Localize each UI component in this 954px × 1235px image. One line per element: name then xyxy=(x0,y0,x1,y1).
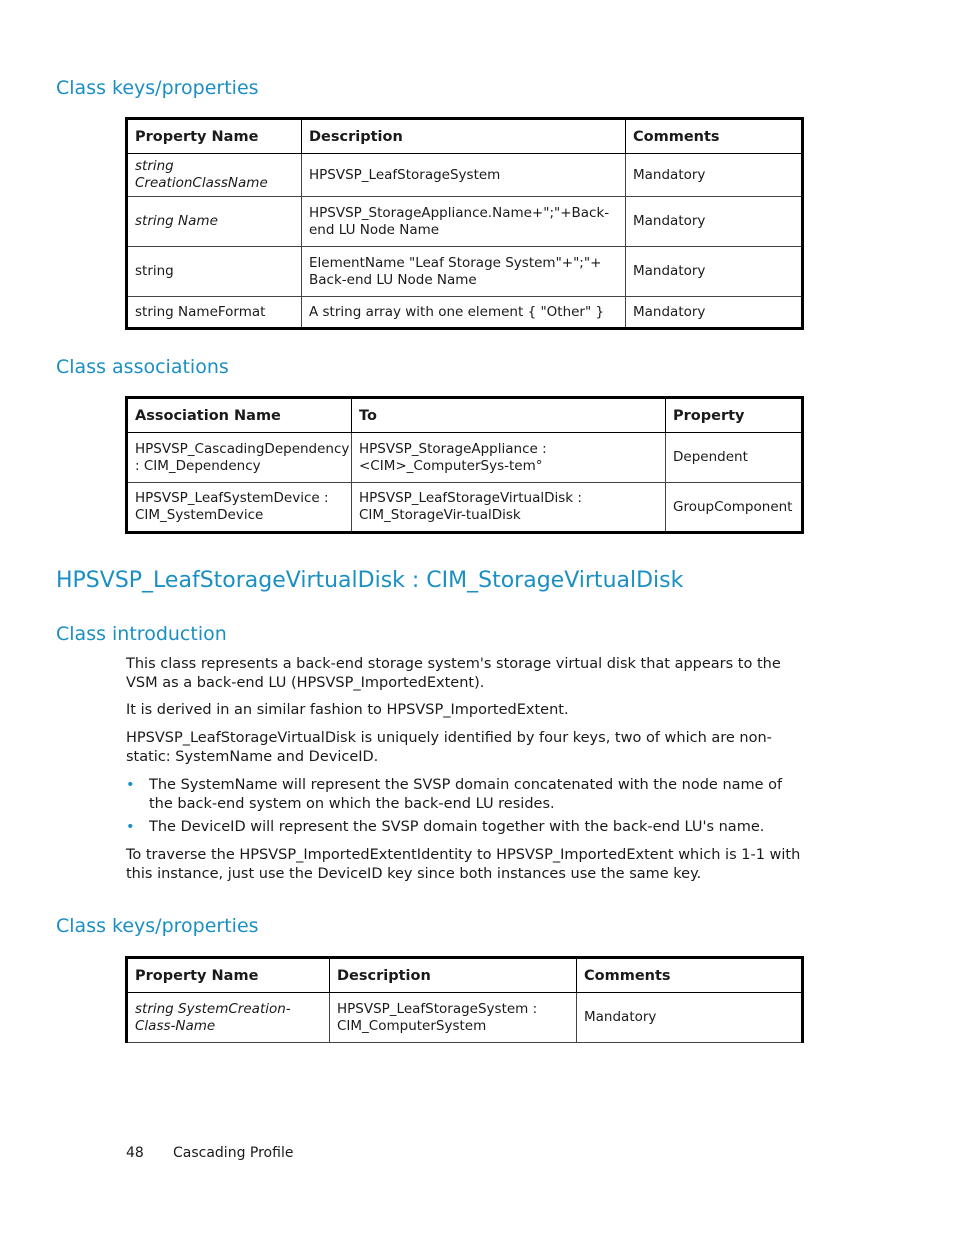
page-number: 48 xyxy=(126,1145,144,1161)
description-cell: HPSVSP_LeafStorageSystem : CIM_ComputerSystem xyxy=(330,993,577,1043)
table-row xyxy=(127,247,803,297)
column-header: Property Name xyxy=(127,958,330,993)
property-name-cell: string SystemCreation-Class-Name xyxy=(127,993,330,1043)
class-keys-table xyxy=(125,117,804,330)
class-title: HPSVSP_LeafStorageVirtualDisk : CIM_StorageVirtualDisk xyxy=(56,568,684,593)
description-cell: HPSVSP_LeafStorageSystem xyxy=(302,154,626,197)
description-cell: ElementName "Leaf Storage System"+";"+ Back-end LU Node Name xyxy=(302,247,626,297)
section-heading-class-keys-2: Class keys/properties xyxy=(56,915,259,937)
column-header: Property Name xyxy=(127,119,302,154)
property-name-cell: string Name xyxy=(127,197,302,247)
section-heading-class-associations: Class associations xyxy=(56,356,229,378)
section-heading-class-introduction: Class introduction xyxy=(56,623,227,645)
comments-cell: Mandatory xyxy=(626,247,803,297)
property-name-cell: string CreationClassName xyxy=(127,154,302,197)
description-cell: HPSVSP_StorageAppliance.Name+";"+Back-end LU Node Name xyxy=(302,197,626,247)
comments-cell: Mandatory xyxy=(626,197,803,247)
association-property-cell: GroupComponent xyxy=(666,483,803,533)
intro-paragraph: HPSVSP_LeafStorageVirtualDisk is uniquely identified by four keys, two of which are non-static: SystemName and DeviceID. xyxy=(126,730,772,765)
table-row xyxy=(127,433,803,483)
column-header: Description xyxy=(302,119,626,154)
column-header: Description xyxy=(330,958,577,993)
intro-paragraph: This class represents a back-end storage system's storage virtual disk that appears to the VSM as a back-end LU (HPSVSP_ImportedExtent). xyxy=(126,656,781,691)
table-header-row xyxy=(127,958,803,993)
table-row xyxy=(127,297,803,329)
intro-paragraph: It is derived in an similar fashion to HPSVSP_ImportedExtent. xyxy=(126,702,569,718)
column-header: Comments xyxy=(626,119,803,154)
list-item-text: The DeviceID will represent the SVSP domain together with the back-end LU's name. xyxy=(149,819,765,835)
property-name-cell: string NameFormat xyxy=(127,297,302,329)
description-cell: A string array with one element { "Other" } xyxy=(302,297,626,329)
comments-cell: Mandatory xyxy=(577,993,803,1043)
column-header: To xyxy=(352,398,666,433)
section-heading-class-keys: Class keys/properties xyxy=(56,77,259,99)
association-name-cell: HPSVSP_LeafSystemDevice : CIM_SystemDevice xyxy=(127,483,352,533)
comments-cell: Mandatory xyxy=(626,154,803,197)
comments-cell: Mandatory xyxy=(626,297,803,329)
bullet-icon: • xyxy=(126,777,135,793)
association-to-cell: HPSVSP_LeafStorageVirtualDisk : CIM_StorageVir-tualDisk xyxy=(352,483,666,533)
column-header: Association Name xyxy=(127,398,352,433)
bullet-icon: • xyxy=(126,819,135,835)
table-header-row xyxy=(127,398,803,433)
association-to-cell: HPSVSP_StorageAppliance : <CIM>_ComputerSys-tem° xyxy=(352,433,666,483)
table-row xyxy=(127,483,803,533)
intro-paragraph: To traverse the HPSVSP_ImportedExtentIdentity to HPSVSP_ImportedExtent which is 1-1 with this instance, just use the DeviceID key since both instances use the same key. xyxy=(126,847,801,882)
list-item-text: The SystemName will represent the SVSP domain concatenated with the node name of the back-end system on which the back-end LU resides. xyxy=(149,777,783,812)
table-header-row xyxy=(127,119,803,154)
table-row xyxy=(127,197,803,247)
list-item xyxy=(126,818,802,837)
column-header: Property xyxy=(666,398,803,433)
association-property-cell: Dependent xyxy=(666,433,803,483)
table-row xyxy=(127,154,803,197)
table-row xyxy=(127,993,803,1043)
association-name-cell: HPSVSP_CascadingDependency : CIM_Dependency xyxy=(127,433,352,483)
column-header: Comments xyxy=(577,958,803,993)
property-name-cell: string xyxy=(127,247,302,297)
footer-title: Cascading Profile xyxy=(173,1145,294,1161)
class-associations-table xyxy=(125,396,804,534)
list-item xyxy=(126,776,802,814)
class-keys-table-2 xyxy=(125,956,804,1043)
